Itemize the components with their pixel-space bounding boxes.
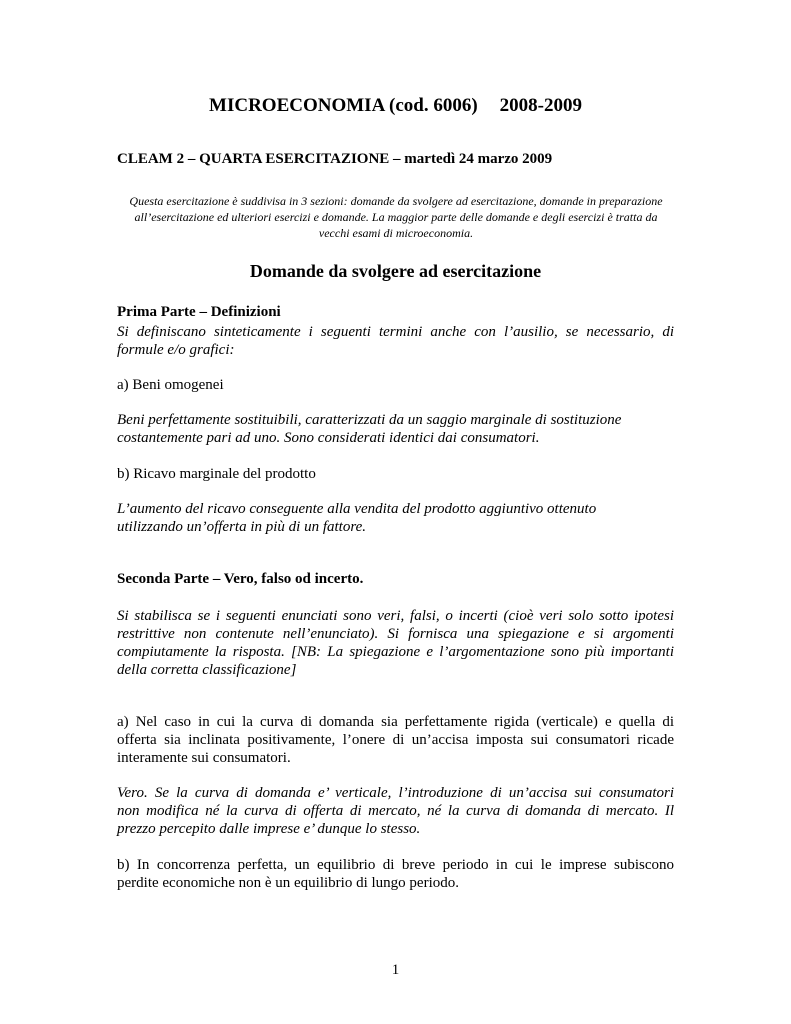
part1-b-label: b) Ricavo marginale del prodotto: [117, 466, 316, 482]
part2-a-line3: interamente sui consumatori.: [117, 750, 291, 766]
part2-instructions: [117, 607, 674, 679]
part2-a-answer-line3: prezzo percepito dalle imprese e’ dunque lo stesso.: [117, 821, 421, 837]
intro-paragraph: Questa esercitazione è suddivisa in 3 sezioni: domande da svolgere ad esercitazione, domande in preparazione all’esercitazione ed ulteriori esercizi e domande. La maggior parte delle domande e degli esercizi è tratta da vecchi esami di microeconomia.: [129, 194, 663, 240]
section-title: Domande da svolgere ad esercitazione: [249, 261, 542, 281]
part2-a-line2: offerta sia inclinata positivamente, l’onere di un’accisa imposta sui consumatori ricade: [117, 732, 674, 748]
part1-instructions: [117, 323, 674, 359]
part1-b-answer-line1: L’aumento del ricavo conseguente alla vendita del prodotto aggiuntivo ottenuto: [117, 501, 597, 517]
part1-heading: Prima Parte – Definizioni: [117, 304, 281, 320]
document-title: [0, 95, 791, 117]
part1-a-answer-line2: costantemente pari ad uno. Sono considerati identici dai consumatori.: [117, 430, 540, 446]
part2-b-line1: b) In concorrenza perfetta, un equilibrio di breve periodo in cui le imprese subiscono: [117, 857, 674, 873]
part2-a-answer: [117, 784, 674, 838]
part2-b-statement: [117, 856, 674, 892]
title-year: 2008-2009: [499, 95, 582, 116]
part2-b-line2: perdite economiche non è un equilibrio di lungo periodo.: [117, 875, 459, 891]
part2-heading: Seconda Parte – Vero, falso od incerto.: [117, 571, 364, 587]
part2-instr-line2: restrittive non contenute nell’enunciato). Si fornisca una spiegazione e si argomenti: [117, 626, 674, 642]
part1-instr-line2: formule e/o grafici:: [117, 342, 235, 358]
page-number: 1: [391, 962, 400, 978]
part2-instr-line3: compiutamente la risposta. [NB: La spiegazione e l’argomentazione sono più importanti: [117, 644, 674, 660]
part2-instr-line1: Si stabilisca se i seguenti enunciati sono veri, falsi, o incerti (cioè veri solo sotto ipotesi: [117, 608, 674, 624]
part2-a-statement: [117, 713, 674, 767]
part1-a-label: a) Beni omogenei: [117, 377, 224, 393]
part1-b-answer-line2: utilizzando un’offerta in più di un fattore.: [117, 519, 367, 535]
title-course: MICROECONOMIA (cod. 6006): [209, 95, 478, 116]
part1-instr-line1: Si definiscano sinteticamente i seguenti termini anche con l’ausilio, se necessario, di: [117, 324, 674, 340]
part2-a-answer-line2: non modifica né la curva di offerta di mercato, né la curva di domanda di mercato. Il: [117, 803, 674, 819]
part2-instr-line4: della corretta classificazione]: [117, 662, 297, 678]
part2-a-line1: a) Nel caso in cui la curva di domanda sia perfettamente rigida (verticale) e quella di: [117, 714, 674, 730]
document-subtitle: CLEAM 2 – QUARTA ESERCITAZIONE – martedì 24 marzo 2009: [117, 151, 553, 167]
part1-a-answer-line1: Beni perfettamente sostituibili, caratterizzati da un saggio marginale di sostituzione: [117, 412, 622, 428]
part2-a-answer-line1: Vero. Se la curva di domanda e’ verticale, l’introduzione di un’accisa sui consumatori: [117, 785, 674, 801]
